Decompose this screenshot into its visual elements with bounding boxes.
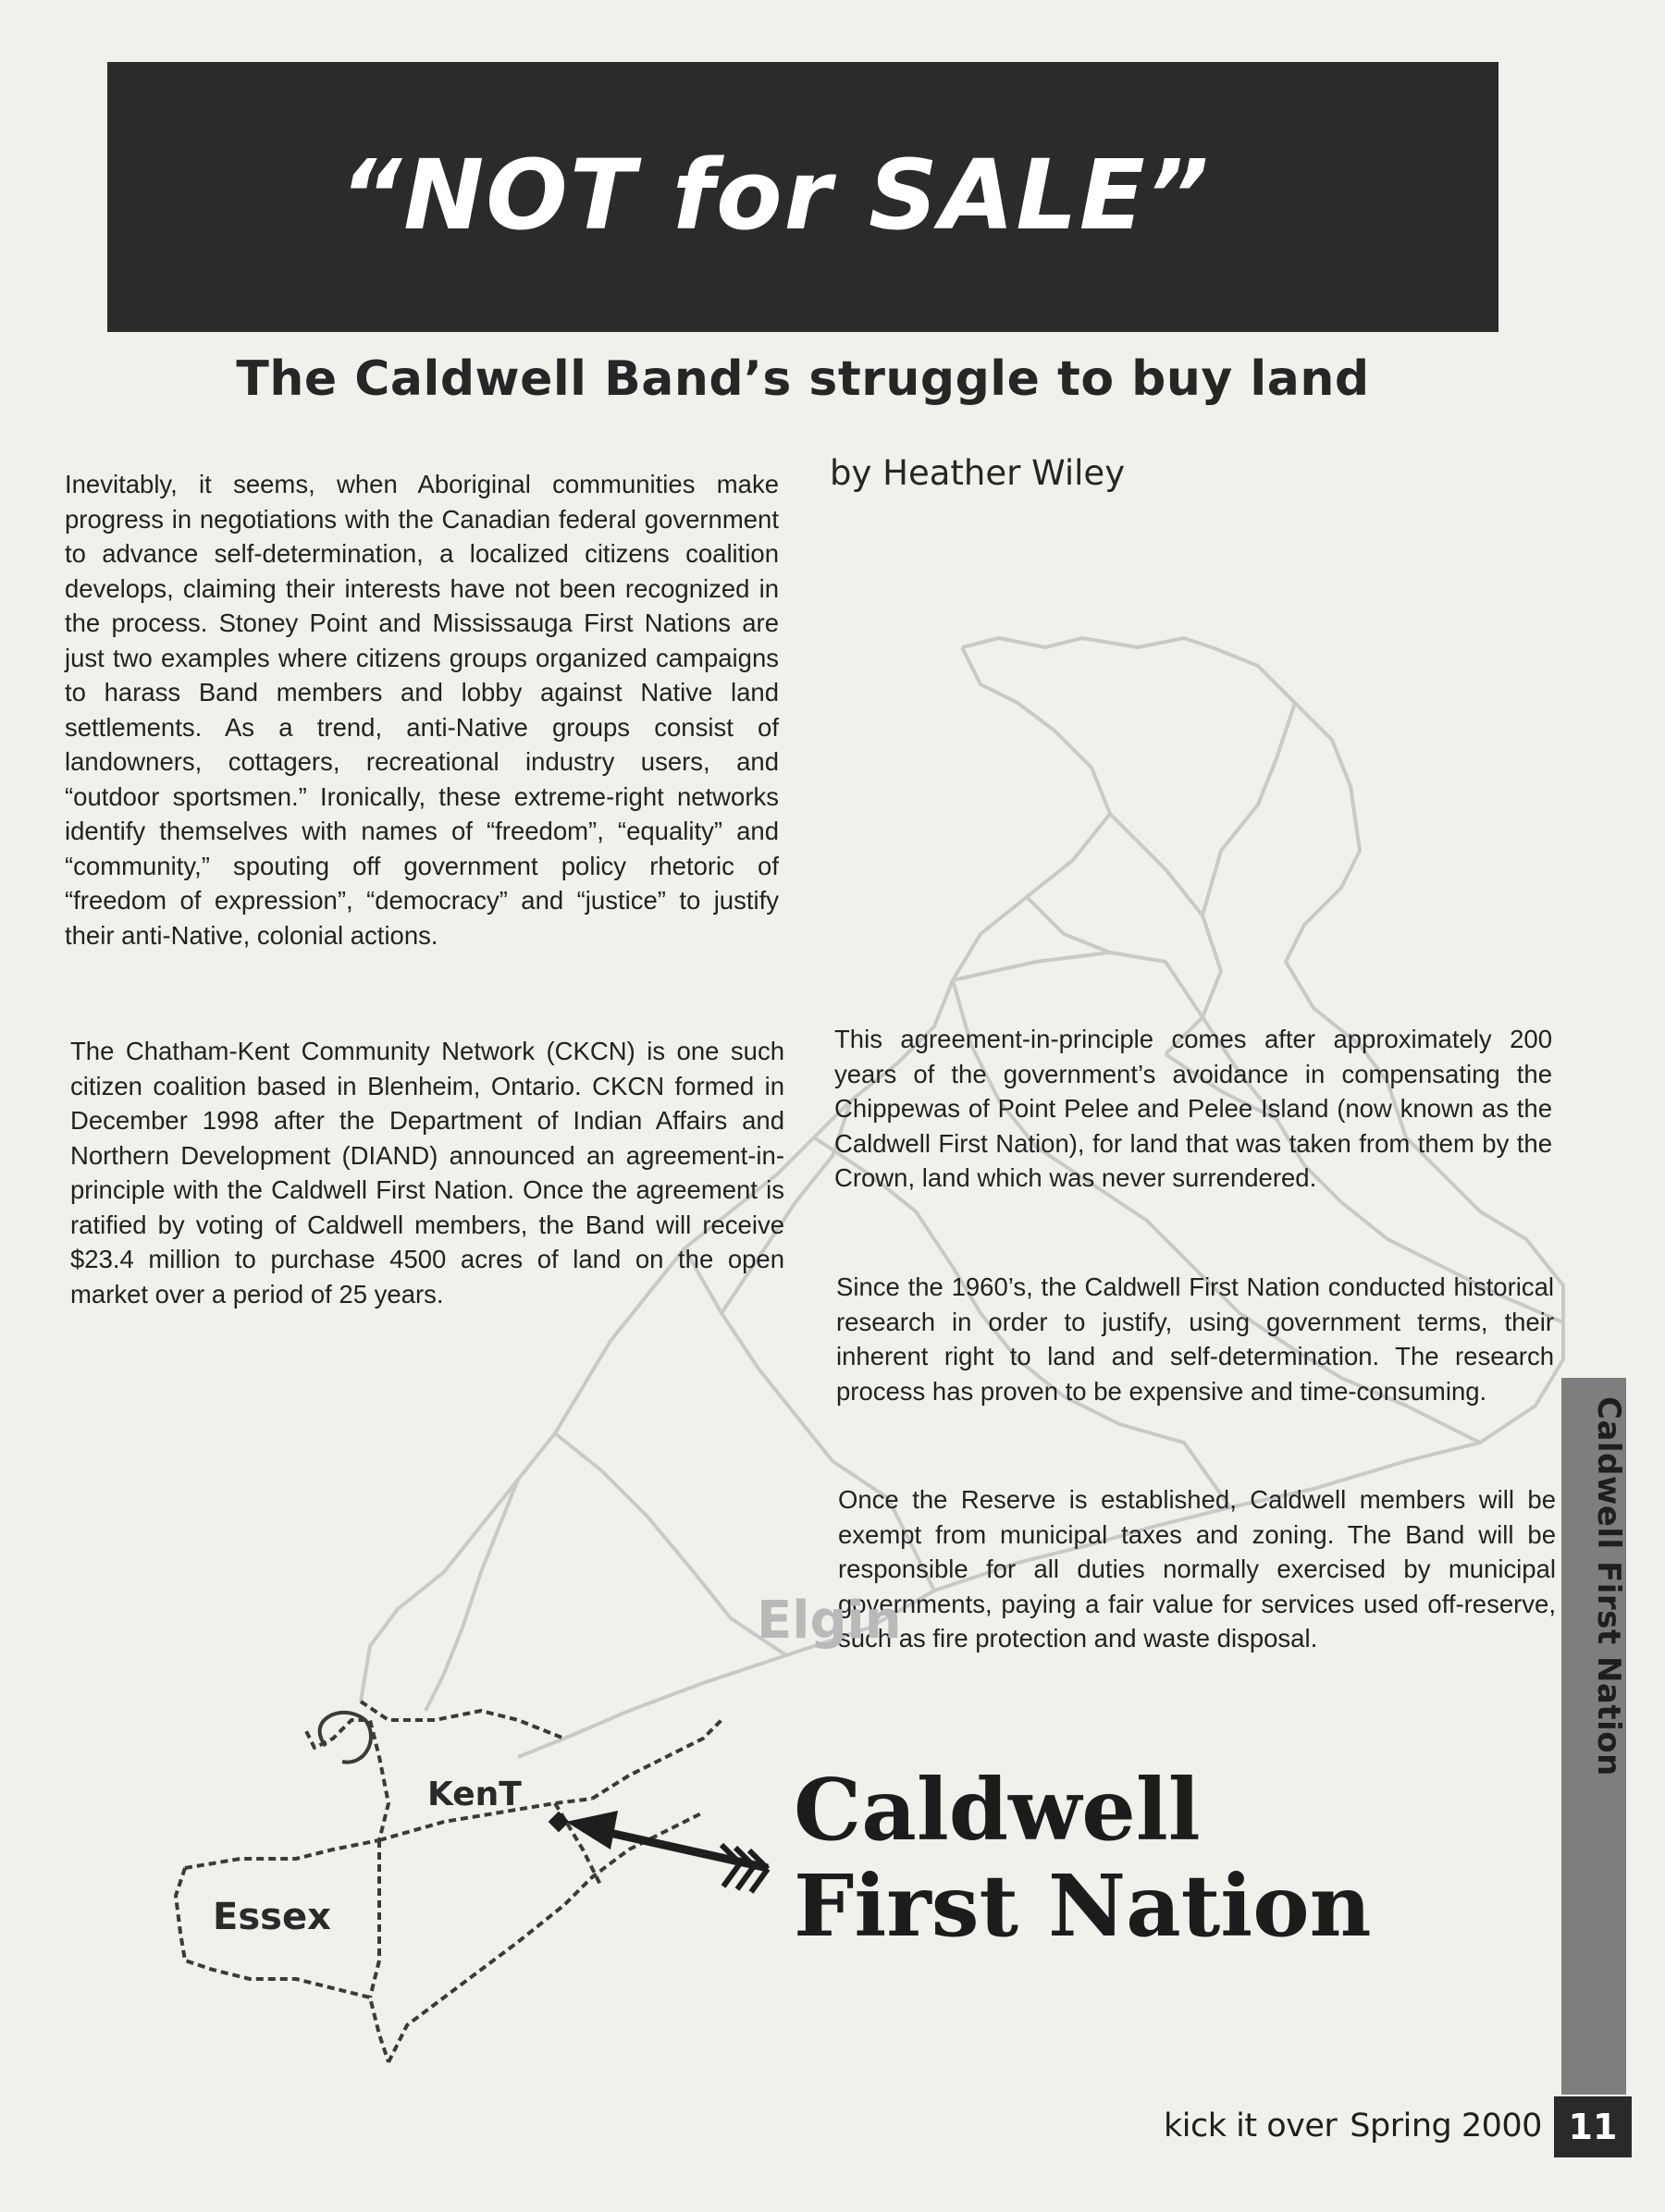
map-label-essex: Essex (213, 1896, 331, 1938)
byline: by Heather Wiley (830, 453, 1126, 493)
footer-magazine-name: kick it over (1164, 2108, 1338, 2144)
map-label-caldwell-line1: Caldwell (794, 1760, 1201, 1860)
body-paragraph-4: Since the 1960’s, the Caldwell First Nation conducted historical research in order to justify, using government terms, their inherent right to land and self-determination. The research process has proven to be expensive and time-consuming. (836, 1272, 1554, 1406)
map-label-caldwell (794, 1762, 1371, 1954)
page-footer (1164, 2108, 1542, 2144)
map-label-elgin: Elgin (757, 1591, 902, 1651)
body-paragraph-1: Inevitably, it seems, when Aboriginal communities make progress in negotiations with the Canadian federal government to advance self-determination, a localized citizens coalition develops, claiming their interests have not been recognized in the process. Stoney Point and Mississauga First Nations are just two examples where citizens groups organized campaigns to harass Band members and lobby against Native land settlements. As a trend, anti-Native groups consist of landowners, cottagers, recreational industry users, and “outdoor sportsmen.” Ironically, these extreme-right networks identify themselves with names of “freedom”, “equality” and “community,” spouting off government policy rhetoric of “freedom of expression”, “democracy” and “justice” to justify their anti-Native, colonial actions. (65, 470, 779, 950)
body-paragraph-2: The Chatham-Kent Community Network (CKCN) is one such citizen coalition based in Blenheim, Ontario. CKCN formed in December 1998 after the Department of Indian Affairs and Northern Development (DIAND) announced an agreement-in-principle with the Caldwell First Nation. Once the agreement is ratified by voting of Caldwell members, the Band will receive $23.4 million to purchase 4500 acres of land on the open market over a period of 25 years. (70, 1037, 784, 1309)
footer-issue: Spring 2000 (1350, 2108, 1542, 2144)
page-number: 11 (1568, 2107, 1618, 2147)
article-subtitle: The Caldwell Band’s struggle to buy land (236, 351, 1370, 407)
map-label-kent: KenT (427, 1776, 522, 1813)
body-paragraph-5: Once the Reserve is established, Caldwell members will be exempt from municipal taxes and zoning. The Band will be responsible for all duties normally exercised by municipal governments, paying a fair value for services used off-reserve, such as fire protection and waste disposal. (838, 1485, 1556, 1653)
title-banner (107, 62, 1498, 332)
page-number-box (1554, 2096, 1632, 2157)
body-paragraph-3: This agreement-in-principle comes after approximately 200 years of the government’s avoidance in compensating the Chippewas of Point Pelee and Pelee Island (now known as the Caldwell First Nation), for land that was taken from them by the Crown, land which was never surrendered. (834, 1025, 1552, 1192)
article-title: “NOT for SALE” (339, 139, 1211, 252)
map-label-caldwell-line2: First Nation (794, 1856, 1372, 1956)
section-side-tab-label: Caldwell First Nation (1590, 1396, 1627, 1776)
